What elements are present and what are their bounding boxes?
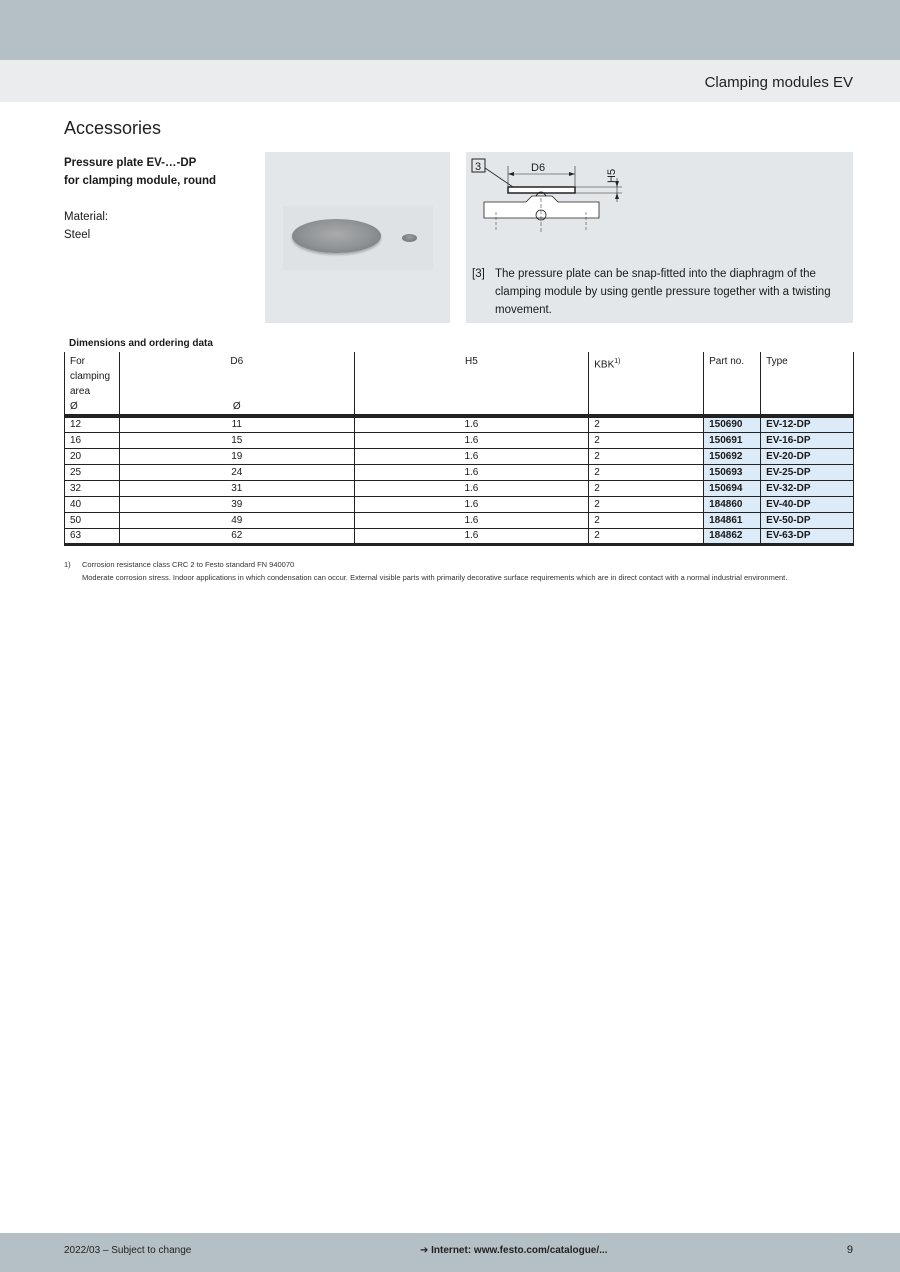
table-row [65, 497, 854, 513]
cell-type: EV-32-DP [761, 481, 854, 497]
header-clamping-area-line1: For [70, 356, 85, 367]
table-row [65, 433, 854, 449]
header-clamping-area-line3: area [70, 386, 91, 397]
cell-part-no: 150690 [704, 416, 761, 433]
footnote-number: 1) [64, 560, 71, 569]
footnote-line2: Moderate corrosion stress. Indoor applications in which condensation can occur. External visible parts with primarily decorative surface requirements which are in direct contact with a normal industrial environment. [82, 573, 788, 582]
cell-clamping-area: 40 [65, 497, 120, 513]
cell-clamping-area: 20 [65, 449, 120, 465]
header-clamping-area [65, 352, 120, 416]
cell-d6: 19 [119, 449, 354, 465]
page-number: 9 [846, 1244, 853, 1256]
cell-d6: 39 [119, 497, 354, 513]
section-title: Accessories [64, 118, 162, 138]
footer-internet-link[interactable]: ➔ Internet: www.festo.com/catalogue/... [420, 1245, 608, 1256]
cell-h5: 1.6 [354, 416, 589, 433]
cell-kbk: 2 [589, 416, 704, 433]
cell-h5: 1.6 [354, 529, 589, 545]
cell-part-no: 150691 [704, 433, 761, 449]
header-kbk-footnote-ref: 1) [614, 358, 621, 365]
top-band [0, 0, 900, 60]
cell-type: EV-20-DP [761, 449, 854, 465]
header-type: Type [761, 352, 854, 416]
material-value: Steel [64, 229, 91, 241]
product-title-line1: Pressure plate EV-…-DP [64, 157, 197, 169]
cell-clamping-area: 12 [65, 416, 120, 433]
cell-type: EV-12-DP [761, 416, 854, 433]
cell-d6: 62 [119, 529, 354, 545]
table-row [65, 513, 854, 529]
cell-d6: 31 [119, 481, 354, 497]
cell-clamping-area: 50 [65, 513, 120, 529]
cell-type: EV-16-DP [761, 433, 854, 449]
cell-h5: 1.6 [354, 465, 589, 481]
cell-d6: 49 [119, 513, 354, 529]
table-row [65, 465, 854, 481]
cell-h5: 1.6 [354, 481, 589, 497]
material-info [64, 208, 108, 244]
cell-part-no: 150692 [704, 449, 761, 465]
callout-number: 3 [475, 161, 482, 173]
header-d6-symbol: Ø [232, 401, 241, 412]
header-kbk-label: KBK [594, 359, 615, 371]
table-row [65, 449, 854, 465]
cell-clamping-area: 25 [65, 465, 120, 481]
page-header-title: Clamping modules EV [704, 74, 853, 91]
header-clamping-area-line2: clamping [70, 371, 111, 382]
cell-kbk: 2 [589, 481, 704, 497]
note-number: [3] [472, 268, 485, 280]
cell-part-no: 184862 [704, 529, 761, 545]
d6-label: D6 [531, 162, 546, 174]
material-label: Material: [64, 211, 109, 223]
callout-leader [485, 168, 513, 187]
table-row [65, 481, 854, 497]
cell-part-no: 184860 [704, 497, 761, 513]
cell-type: EV-25-DP [761, 465, 854, 481]
cell-part-no: 184861 [704, 513, 761, 529]
cell-kbk: 2 [589, 529, 704, 545]
cell-d6: 11 [119, 416, 354, 433]
cell-part-no: 150694 [704, 481, 761, 497]
pressure-plate-image [292, 219, 381, 253]
header-d6-label: D6 [230, 356, 244, 367]
header-clamping-area-symbol: Ø [70, 401, 78, 412]
cell-type: EV-63-DP [761, 529, 854, 545]
header-d6-spacer [125, 369, 349, 399]
note-text: The pressure plate can be snap-fitted into the diaphragm of the clamping module by using gentle pressure together with a twisting movement. [495, 268, 831, 316]
cell-kbk: 2 [589, 465, 704, 481]
table-caption: Dimensions and ordering data [69, 338, 213, 349]
technical-drawing [466, 152, 853, 247]
cell-kbk: 2 [589, 497, 704, 513]
header-h5: H5 [354, 352, 589, 416]
cell-d6: 24 [119, 465, 354, 481]
cell-d6: 15 [119, 433, 354, 449]
table-body [65, 416, 854, 545]
cell-type: EV-50-DP [761, 513, 854, 529]
product-title [64, 154, 254, 190]
footnote-line1: Corrosion resistance class CRC 2 to Festo standard FN 940070 [82, 560, 295, 569]
table-row [65, 529, 854, 545]
cell-h5: 1.6 [354, 449, 589, 465]
header-part-no: Part no. [704, 352, 761, 416]
cell-h5: 1.6 [354, 513, 589, 529]
cell-type: EV-40-DP [761, 497, 854, 513]
header-d6 [119, 352, 354, 416]
product-title-line2: for clamping module, round [64, 175, 217, 187]
cell-h5: 1.6 [354, 433, 589, 449]
h5-label: H5 [606, 168, 618, 183]
cell-kbk: 2 [589, 513, 704, 529]
cell-kbk: 2 [589, 433, 704, 449]
cell-h5: 1.6 [354, 497, 589, 513]
header-kbk [589, 352, 704, 416]
table-header-row [65, 352, 854, 416]
table-row [65, 416, 854, 433]
module-body-shape [484, 196, 599, 218]
cell-clamping-area: 63 [65, 529, 120, 545]
pressure-plate-pin-image [402, 234, 417, 242]
dimensions-table [64, 352, 854, 546]
footer-date: 2022/03 – Subject to change [64, 1245, 192, 1256]
cell-clamping-area: 16 [65, 433, 120, 449]
h5-arrow-bottom [615, 193, 619, 199]
cell-part-no: 150693 [704, 465, 761, 481]
cell-clamping-area: 32 [65, 481, 120, 497]
cell-kbk: 2 [589, 449, 704, 465]
d6-arrow-left [508, 172, 514, 176]
d6-arrow-right [569, 172, 575, 176]
